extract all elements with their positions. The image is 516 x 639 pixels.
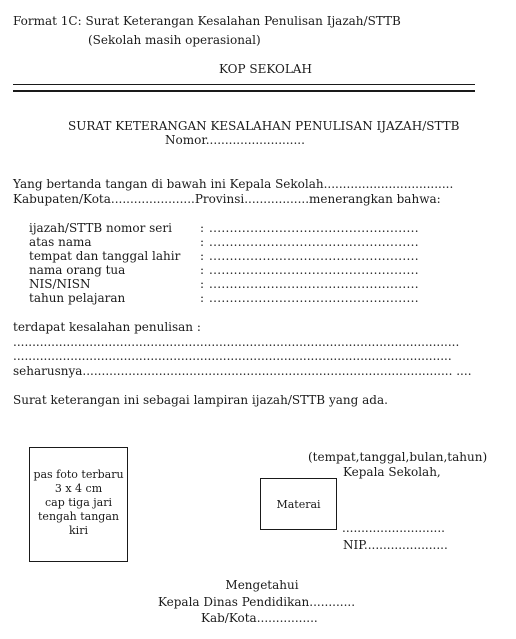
error-dots-line-2: ...................................................................................................................	[13, 349, 452, 363]
seharusnya-line: seharusnya................................................................................................. ....	[13, 364, 472, 378]
field-colon: :	[200, 263, 205, 277]
field-fill-dots: ...................................................	[209, 263, 419, 277]
closing-statement: Surat keterangan ini sebagai lampiran ijazah/STTB yang ada.	[13, 393, 388, 407]
field-label: ijazah/STTB nomor seri	[29, 221, 172, 235]
photo-box-line: cap tiga jari	[44, 496, 113, 509]
kop-rule-thin	[13, 84, 475, 85]
field-colon: :	[200, 291, 205, 305]
field-label: tempat dan tanggal lahir	[29, 249, 181, 263]
field-colon: :	[200, 249, 205, 263]
materai-label: Materai	[276, 498, 321, 511]
intro-line-2: Kabupaten/Kota......................Provinsi.................menerangkan bahwa:	[13, 192, 441, 206]
field-label: NIS/NISN	[29, 277, 91, 291]
field-fill-dots: ...................................................	[209, 249, 419, 263]
field-colon: :	[200, 235, 205, 249]
error-heading: terdapat kesalahan penulisan :	[13, 320, 201, 334]
signature-nip: NIP......................	[343, 538, 448, 552]
field-label: tahun pelajaran	[29, 291, 126, 305]
place-date: (tempat,tanggal,bulan,tahun)	[308, 450, 488, 464]
field-colon: :	[200, 277, 205, 291]
format-subline: (Sekolah masih operasional)	[88, 33, 261, 47]
field-fill-dots: ...................................................	[209, 235, 419, 249]
kop-sekolah: KOP SEKOLAH	[219, 62, 312, 76]
photo-box-line: 3 x 4 cm	[54, 482, 103, 495]
approval-line-2: Kepala Dinas Pendidikan............	[158, 595, 356, 609]
document-title: SURAT KETERANGAN KESALAHAN PENULISAN IJAZAH/STTB	[68, 119, 460, 133]
document-number: Nomor..........................	[165, 133, 305, 147]
field-fill-dots: ...................................................	[209, 221, 419, 235]
approval-line-3: Kab/Kota................	[201, 611, 318, 625]
field-label: nama orang tua	[29, 263, 126, 277]
format-line: Format 1C: Surat Keterangan Kesalahan Penulisan Ijazah/STTB	[13, 14, 401, 28]
photo-box-line: tengah tangan	[38, 510, 119, 523]
error-dots-line-1: .....................................................................................................................	[13, 335, 460, 349]
field-colon: :	[200, 221, 205, 235]
photo-box-line: kiri	[69, 524, 88, 537]
signature-name-dots: ...........................	[342, 521, 445, 535]
intro-line-1: Yang bertanda tangan di bawah ini Kepala Sekolah..................................	[13, 177, 454, 191]
signature-role: Kepala Sekolah,	[343, 465, 441, 479]
photo-box	[29, 447, 128, 562]
kop-rule-thick	[13, 90, 475, 92]
field-label: atas nama	[29, 235, 92, 249]
approval-line-1: Mengetahui	[225, 578, 299, 592]
photo-box-line: pas foto terbaru	[33, 468, 124, 481]
materai-box	[260, 478, 337, 530]
field-fill-dots: ...................................................	[209, 277, 419, 291]
field-fill-dots: ...................................................	[209, 291, 419, 305]
